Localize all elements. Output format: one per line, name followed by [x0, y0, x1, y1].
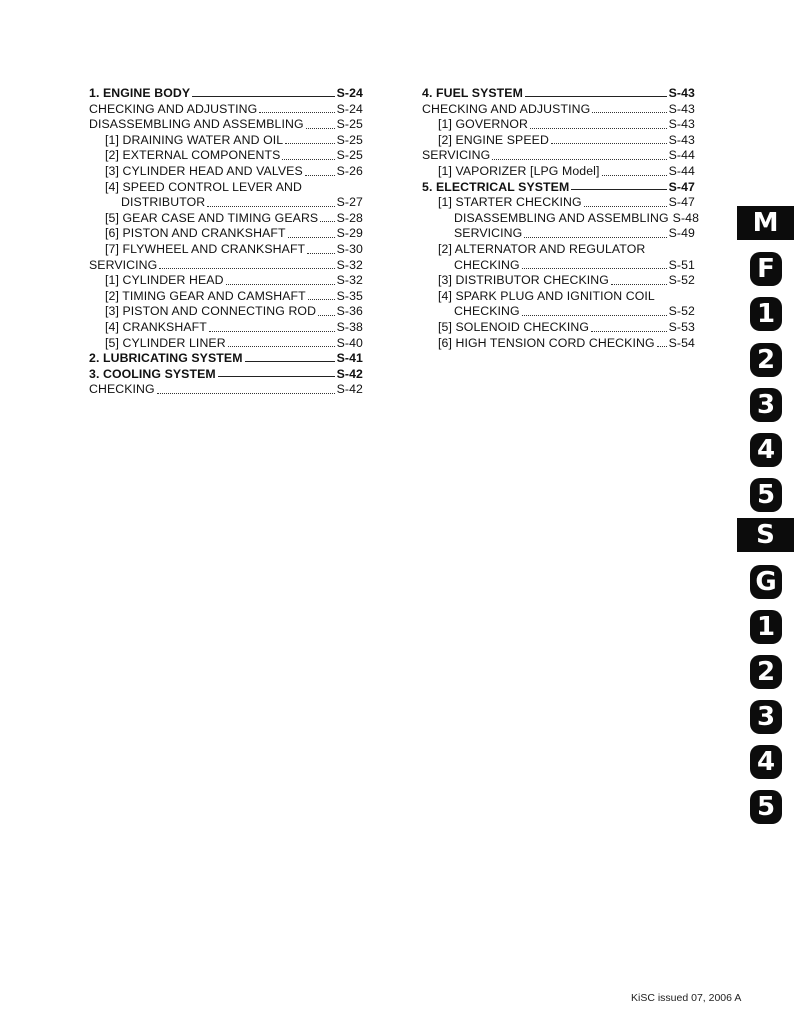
- toc-entry-title: [1] DRAINING WATER AND OIL: [105, 132, 284, 147]
- toc-entry-title: CHECKING: [89, 382, 155, 397]
- toc-leader: [524, 237, 666, 238]
- toc-leader: [571, 189, 666, 190]
- toc-page-number: S-24: [336, 101, 363, 116]
- toc-leader: [192, 96, 334, 97]
- toc-page-number: S-52: [668, 304, 695, 319]
- toc-page-number: S-48: [672, 210, 700, 225]
- toc-entry-title: DISASSEMBLING AND ASSEMBLING: [89, 117, 304, 132]
- toc-entry: [89, 117, 363, 133]
- toc-leader: [307, 253, 334, 254]
- toc-leader: [282, 159, 334, 160]
- toc-heading: [422, 86, 695, 102]
- toc-entry-title: CHECKING: [454, 304, 520, 319]
- toc-entry: [422, 102, 695, 118]
- toc-leader: [306, 128, 335, 129]
- toc-page-number: S-24: [336, 86, 363, 100]
- toc-entry-title: 4. FUEL SYSTEM: [422, 86, 523, 100]
- toc-page-number: S-49: [668, 226, 695, 241]
- toc-leader: [551, 143, 667, 144]
- toc-entry: [89, 336, 363, 352]
- toc-entry: [89, 164, 363, 180]
- toc-entry-title: 5. ELECTRICAL SYSTEM: [422, 179, 570, 194]
- toc-leader: [228, 346, 335, 347]
- toc-page-number: S-25: [336, 132, 363, 147]
- toc-entry: [89, 258, 363, 274]
- toc-entry-title: DISASSEMBLING AND ASSEMBLING: [454, 210, 669, 225]
- section-tab: 5: [750, 478, 782, 512]
- toc-leader: [305, 175, 335, 176]
- toc-leader: [209, 331, 335, 332]
- toc-heading: [89, 86, 363, 102]
- toc-entry-title: [4] SPEED CONTROL LEVER AND: [105, 179, 302, 194]
- toc-entry-title: [3] PISTON AND CONNECTING ROD: [105, 304, 317, 319]
- toc-entry-title: CHECKING AND ADJUSTING: [422, 101, 591, 116]
- toc-page-number: S-43: [668, 86, 695, 100]
- toc-entry: [89, 226, 363, 242]
- toc-entry: [89, 304, 363, 320]
- toc-leader: [308, 299, 335, 300]
- toc-page-number: S-43: [668, 132, 695, 147]
- toc-entry-title: CHECKING AND ADJUSTING: [89, 101, 258, 116]
- toc-entry-title: [5] SOLENOID CHECKING: [438, 319, 590, 334]
- toc-entry-title: [1] GOVERNOR: [438, 117, 529, 132]
- section-tab: 3: [750, 388, 782, 422]
- toc-leader: [657, 346, 667, 347]
- toc-entry: [422, 164, 695, 180]
- toc-page-number: S-44: [668, 148, 695, 163]
- toc-heading: [89, 367, 363, 383]
- toc-left-column: [89, 86, 363, 398]
- section-tab: 1: [750, 610, 782, 644]
- toc-leader: [285, 143, 334, 144]
- toc-entry: [89, 148, 363, 164]
- toc-page-number: S-26: [336, 163, 363, 178]
- toc-entry-title: [2] ALTERNATOR AND REGULATOR: [438, 241, 646, 256]
- toc-entry-title: [2] TIMING GEAR AND CAMSHAFT: [105, 288, 306, 303]
- toc-page-number: S-43: [668, 117, 695, 132]
- toc-entry-title: [3] CYLINDER HEAD AND VALVES: [105, 163, 303, 178]
- toc-entry-title: [6] PISTON AND CRANKSHAFT: [105, 226, 286, 241]
- toc-leader: [318, 315, 335, 316]
- toc-leader: [320, 221, 334, 222]
- toc-entry: [89, 320, 363, 336]
- toc-entry: [422, 133, 695, 149]
- toc-entry: [422, 226, 695, 242]
- toc-entry-title: [6] HIGH TENSION CORD CHECKING: [438, 335, 655, 350]
- toc-leader: [525, 96, 667, 97]
- toc-entry: [422, 289, 695, 305]
- toc-entry: [422, 336, 695, 352]
- section-tab: S: [737, 518, 794, 552]
- footer-issue-note: KiSC issued 07, 2006 A: [631, 992, 742, 1004]
- toc-page-number: S-28: [336, 210, 363, 225]
- toc-entry: [89, 211, 363, 227]
- toc-entry-title: [5] CYLINDER LINER: [105, 335, 226, 350]
- toc-page-number: S-51: [668, 257, 695, 272]
- toc-leader: [591, 331, 667, 332]
- toc-entry: [89, 133, 363, 149]
- toc-entry-title: [4] SPARK PLUG AND IGNITION COIL: [438, 288, 655, 303]
- toc-page-number: S-41: [336, 351, 363, 366]
- section-tab: 2: [750, 655, 782, 689]
- section-tab: 3: [750, 700, 782, 734]
- toc-entry: [89, 102, 363, 118]
- toc-leader: [611, 284, 667, 285]
- toc-entry-title: [1] STARTER CHECKING: [438, 195, 582, 210]
- toc-leader: [592, 112, 666, 113]
- toc-entry-title: [2] EXTERNAL COMPONENTS: [105, 148, 281, 163]
- toc-page-number: S-35: [336, 288, 363, 303]
- toc-leader: [259, 112, 334, 113]
- toc-entry-title: [1] CYLINDER HEAD: [105, 273, 224, 288]
- toc-leader: [157, 393, 335, 394]
- toc-page-number: S-25: [336, 148, 363, 163]
- toc-page-number: S-53: [668, 319, 695, 334]
- toc-leader: [288, 237, 335, 238]
- toc-page-number: S-29: [336, 226, 363, 241]
- toc-entry: [422, 258, 695, 274]
- toc-entry: [422, 242, 695, 258]
- toc-leader: [530, 128, 667, 129]
- section-tab: 1: [750, 297, 782, 331]
- toc-page-number: S-43: [668, 101, 695, 116]
- section-tab: 5: [750, 790, 782, 824]
- toc-page-number: S-54: [668, 335, 695, 350]
- toc-leader: [226, 284, 335, 285]
- toc-entry-title: [7] FLYWHEEL AND CRANKSHAFT: [105, 241, 306, 256]
- toc-page-number: S-47: [668, 195, 695, 210]
- toc-page-number: S-27: [336, 195, 363, 210]
- toc-entry: [89, 289, 363, 305]
- toc-leader: [159, 268, 334, 269]
- toc-page-number: S-52: [668, 273, 695, 288]
- toc-page-number: S-42: [336, 366, 363, 381]
- toc-entry-title: [3] DISTRIBUTOR CHECKING: [438, 273, 609, 288]
- toc-entry: [89, 195, 363, 211]
- section-tab: G: [750, 565, 782, 599]
- toc-leader: [584, 206, 667, 207]
- toc-entry: [422, 273, 695, 289]
- section-tab: 4: [750, 433, 782, 467]
- toc-entry-title: 3. COOLING SYSTEM: [89, 366, 216, 381]
- toc-page-number: S-42: [336, 382, 363, 397]
- toc-entry: [422, 148, 695, 164]
- toc-entry-title: DISTRIBUTOR: [121, 195, 206, 210]
- section-tab: 4: [750, 745, 782, 779]
- toc-leader: [522, 268, 667, 269]
- toc-entry: [89, 242, 363, 258]
- toc-entry: [422, 210, 700, 227]
- toc-leader: [522, 315, 667, 316]
- toc-leader: [245, 361, 335, 362]
- toc-page-number: S-44: [668, 163, 695, 178]
- toc-entry: [89, 273, 363, 289]
- toc-leader: [602, 175, 667, 176]
- toc-entry-title: SERVICING: [422, 148, 491, 163]
- toc-leader: [207, 206, 334, 207]
- toc-entry: [422, 304, 695, 320]
- toc-page-number: S-40: [336, 335, 363, 350]
- toc-entry-title: [2] ENGINE SPEED: [438, 132, 549, 147]
- toc-right-column: [422, 86, 700, 351]
- toc-entry: [89, 180, 363, 196]
- toc-leader: [492, 159, 666, 160]
- toc-entry: [89, 382, 363, 398]
- toc-entry-title: [4] CRANKSHAFT: [105, 319, 207, 334]
- toc-entry: [422, 195, 695, 211]
- toc-page-number: S-25: [336, 117, 363, 132]
- toc-entry: [422, 320, 695, 336]
- toc-heading: [89, 351, 363, 367]
- toc-entry: [422, 117, 695, 133]
- toc-page-number: S-32: [336, 273, 363, 288]
- toc-leader: [218, 376, 335, 377]
- toc-heading: [422, 180, 695, 196]
- toc-entry-title: [1] VAPORIZER [LPG Model]: [438, 163, 600, 178]
- toc-entry-title: 1. ENGINE BODY: [89, 86, 191, 100]
- toc-page-number: S-30: [336, 241, 363, 256]
- toc-page-number: S-32: [336, 257, 363, 272]
- toc-page-number: S-47: [668, 179, 695, 194]
- section-tab: F: [750, 252, 782, 286]
- toc-entry-title: CHECKING: [454, 257, 520, 272]
- toc-page-number: S-38: [336, 319, 363, 334]
- section-tab: 2: [750, 343, 782, 377]
- toc-entry-title: SERVICING: [454, 226, 523, 241]
- toc-page-number: S-36: [336, 304, 363, 319]
- toc-entry-title: 2. LUBRICATING SYSTEM: [89, 351, 243, 366]
- section-tab: M: [737, 206, 794, 240]
- toc-entry-title: [5] GEAR CASE AND TIMING GEARS: [105, 210, 319, 225]
- toc-entry-title: SERVICING: [89, 257, 158, 272]
